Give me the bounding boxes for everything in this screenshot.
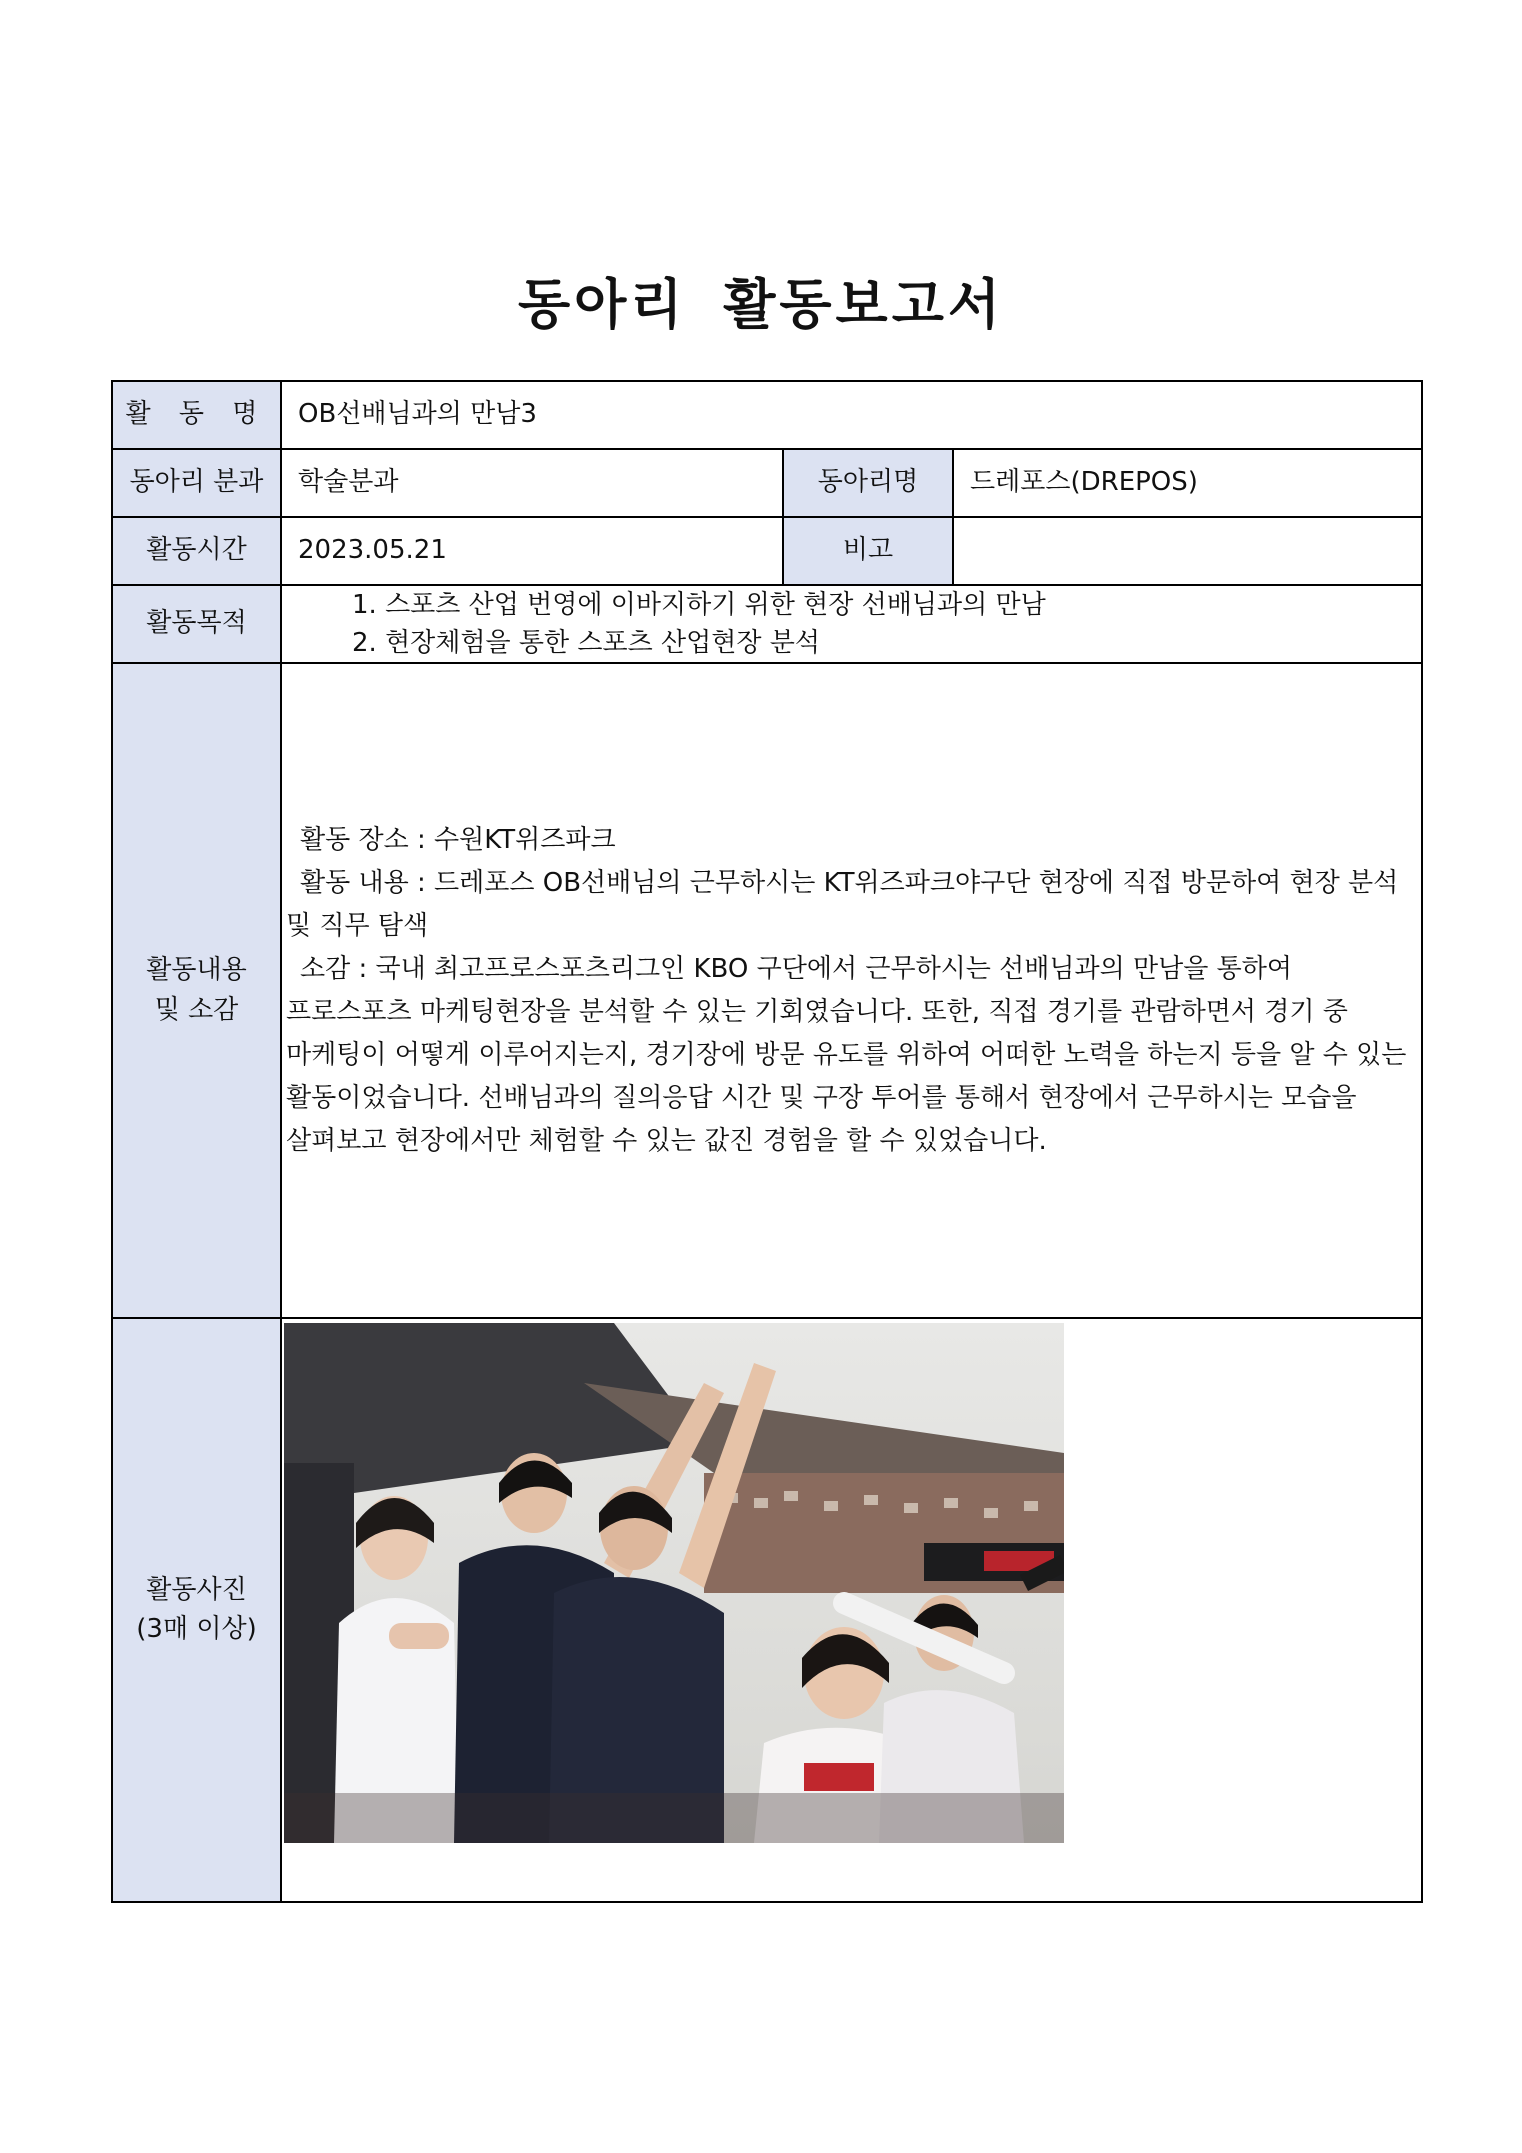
purpose-item: 1. 스포츠 산업 번영에 이바지하기 위한 현장 선배님과의 만남 (352, 590, 1046, 620)
document-title: 동아리 활동보고서 (517, 273, 1005, 336)
remarks-value (953, 517, 1422, 585)
content-location: 활동 장소 : 수원KT위즈파크 (300, 824, 616, 855)
club-name-label: 동아리명 (783, 449, 953, 517)
content-row (112, 663, 1422, 1318)
club-division-row (112, 449, 1422, 517)
content-value (281, 663, 1422, 1318)
activity-time-row (112, 517, 1422, 585)
activity-name-label: 활 동 명 (112, 381, 281, 449)
purpose-item: 2. 현장체험을 통한 스포츠 산업현장 분석 (352, 628, 820, 658)
remarks-label: 비고 (783, 517, 953, 585)
purpose-row (112, 585, 1422, 663)
photos-row (112, 1318, 1422, 1902)
content-details: 활동 내용 : 드레포스 OB선배님의 근무하시는 KT위즈파크야구단 현장에 직접 방문하여 현장 분석 및 직무 탐색 (286, 867, 1399, 941)
photos-label: 활동사진 (3매 이상) (112, 1318, 281, 1902)
activity-name-row (112, 381, 1422, 449)
activity-photo (284, 1323, 1064, 1843)
purpose-value (281, 585, 1422, 663)
photos-cell (281, 1318, 1422, 1902)
purpose-list (282, 586, 1421, 662)
content-label: 활동내용 및 소감 (112, 663, 281, 1318)
activity-time-value: 2023.05.21 (281, 517, 783, 585)
club-division-label: 동아리 분과 (112, 449, 281, 517)
content-impression: 소감 : 국내 최고프로스포츠리그인 KBO 구단에서 근무하시는 선배님과의 만남을 통하여 프로스포츠 마케팅현장을 분석할 수 있는 기회였습니다. 또한, 직접 경기를 관람하면서 경기 중 마케팅이 어떻게 이루어지는지, 경기장에 방문 유도를 위하여 어떠한 노력을 하는지 등을 알 수 있는 활동이었습니다. 선배님과의 질의응답 시간 및 구장 투어를 통해서 현장에서 근무하시는 모습을 살펴보고 현장에서만 체험할 수 있는 값진 경험을 할 수 있었습니다. (286, 953, 1407, 1156)
purpose-label: 활동목적 (112, 585, 281, 663)
activity-time-label: 활동시간 (112, 517, 281, 585)
activity-name-value: OB선배님과의 만남3 (281, 381, 1422, 449)
report-table (111, 380, 1423, 1903)
club-name-value: 드레포스(DREPOS) (953, 449, 1422, 517)
club-division-value: 학술분과 (281, 449, 783, 517)
